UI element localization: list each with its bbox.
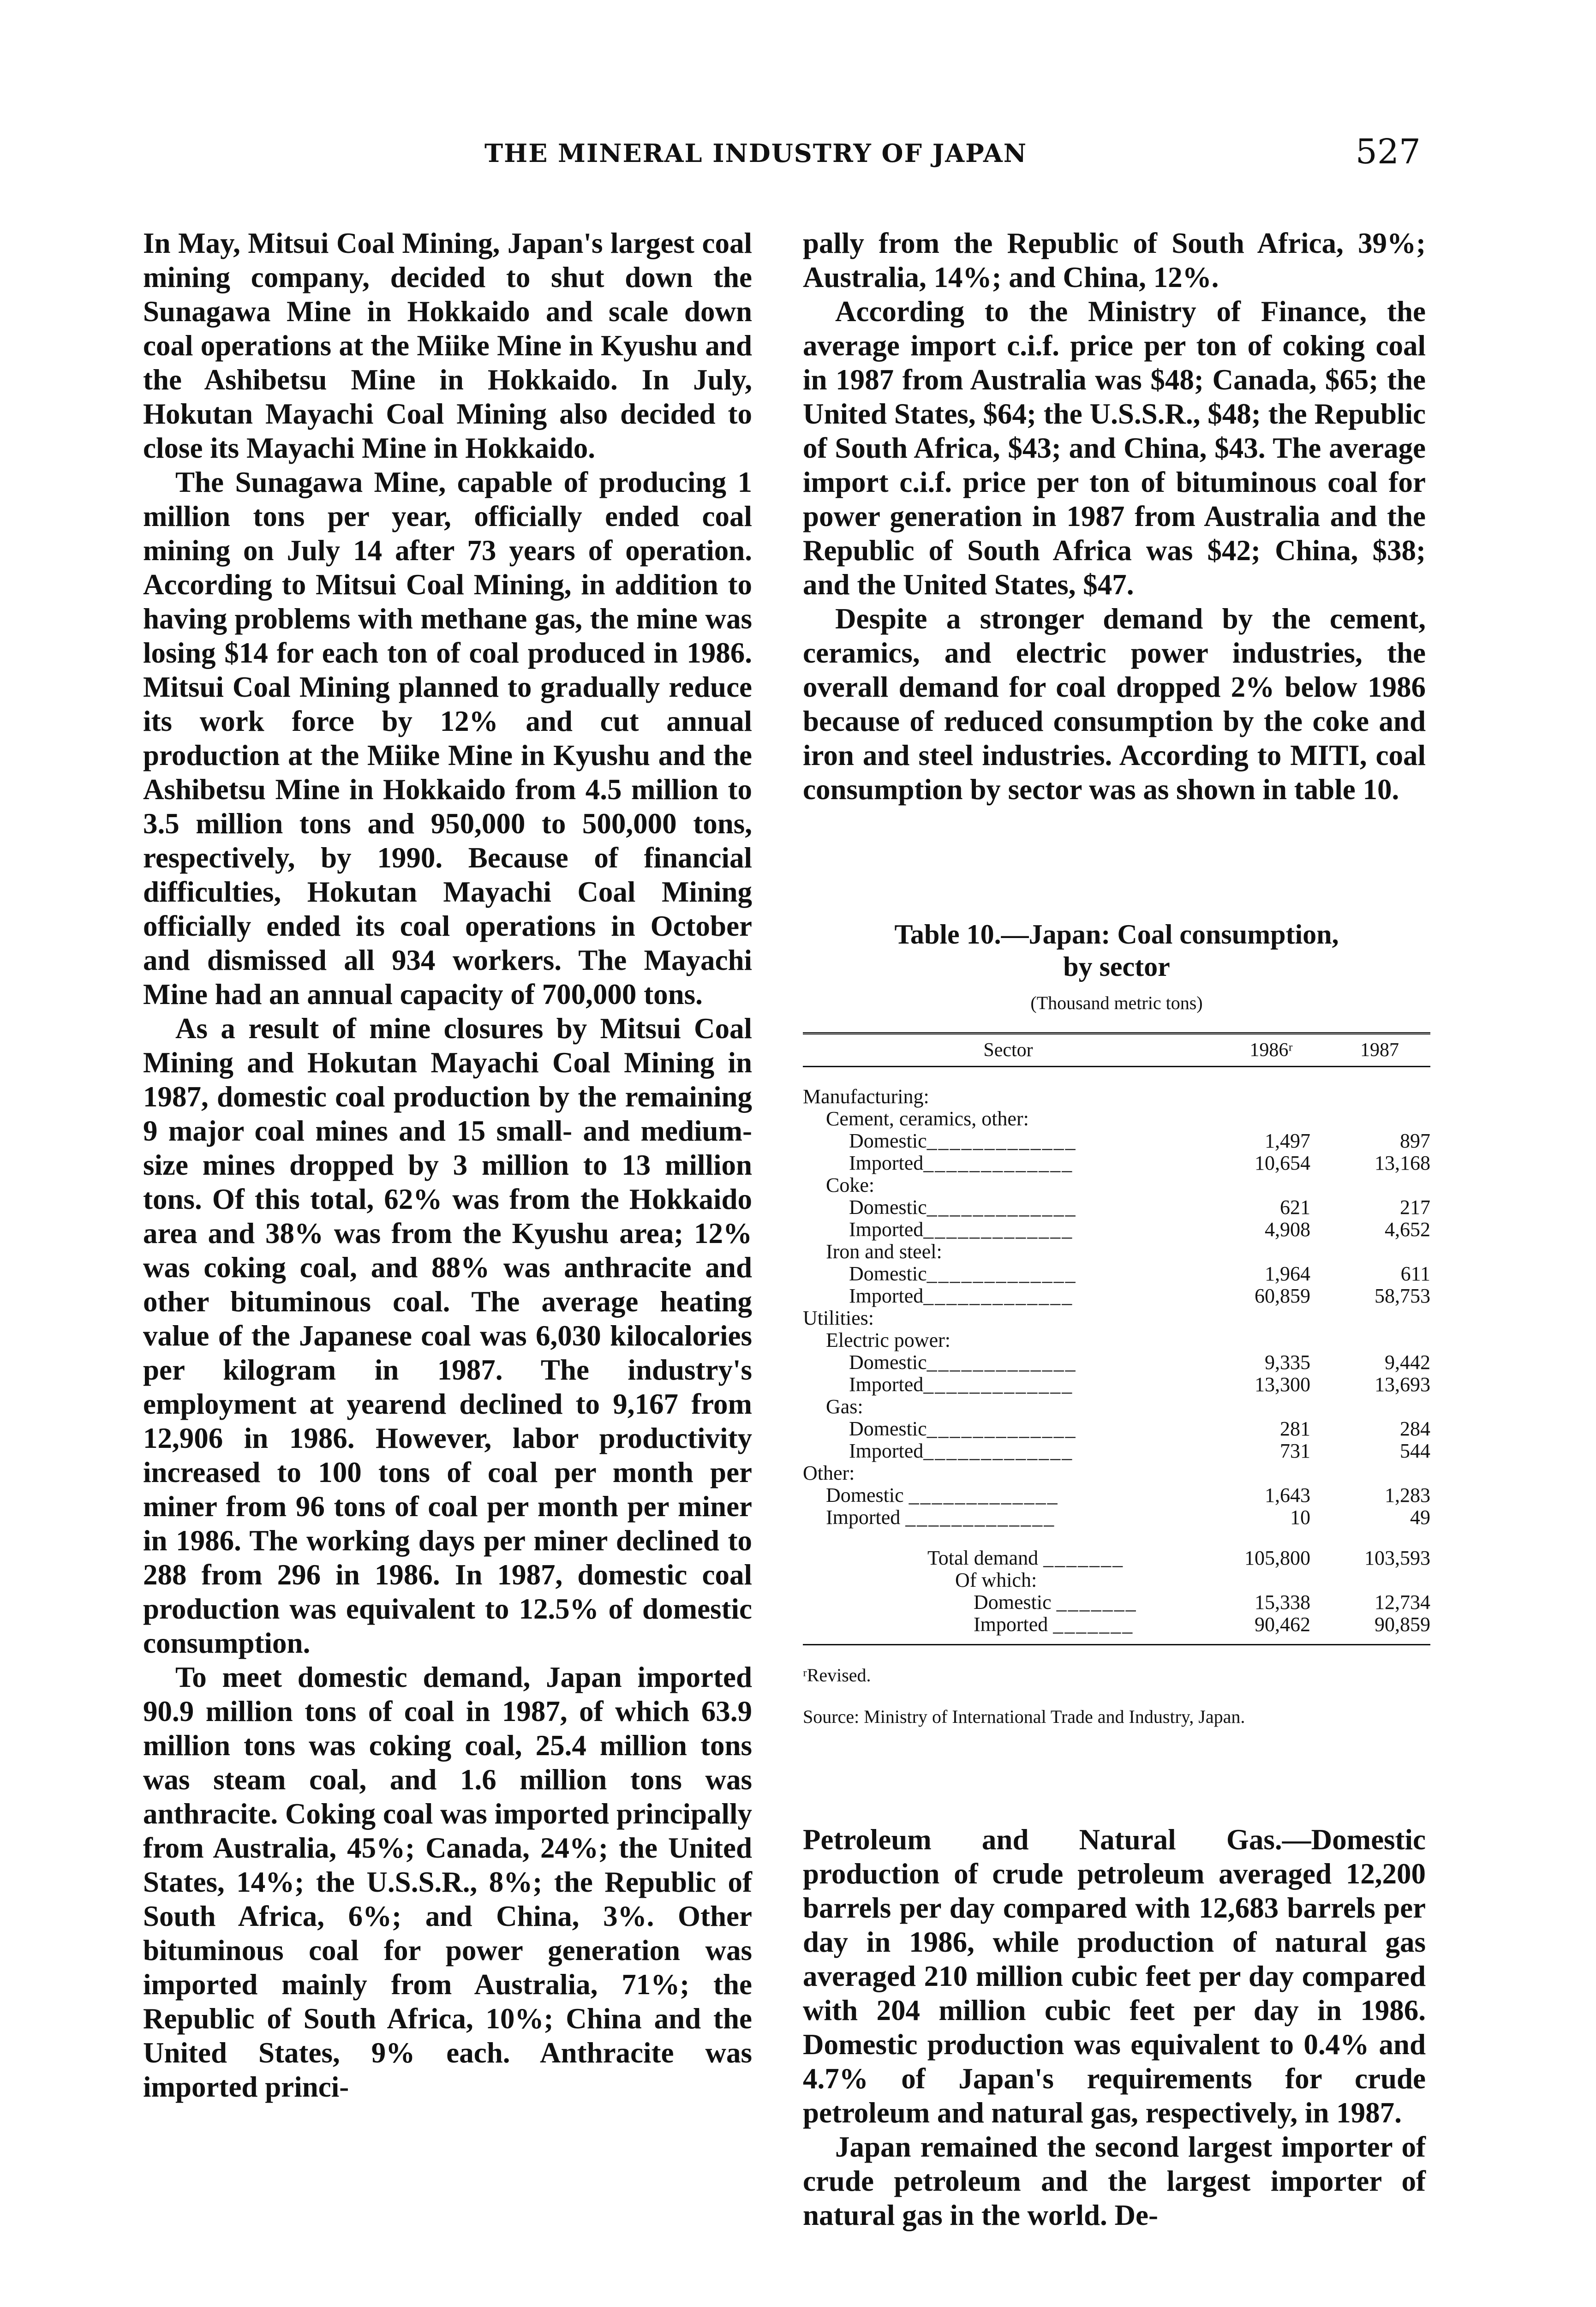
- table-row: [803, 1263, 1430, 1285]
- table-title: [803, 918, 1430, 983]
- row-label: Domestic: [826, 1484, 904, 1506]
- value-1986: 731: [1280, 1440, 1310, 1462]
- value-1986: 281: [1280, 1417, 1310, 1440]
- leader-dots: _____________: [923, 1152, 1074, 1174]
- leader-dots: _____________: [927, 1262, 1077, 1285]
- table-row: [803, 1351, 1430, 1374]
- leader-dots: _____________: [927, 1351, 1077, 1374]
- table-row: [803, 1196, 1430, 1219]
- paragraph: According to the Ministry of Finance, the average import c.i.f. price per ton of coking coal in 1987 from Australia was $48; Canada, $65; the United States, $64; the U.S.S.R., $48; the Republic of South Africa, $43; and China, $43. The average import c.i.f. price per ton of bituminous coal for power generation in 1987 from Australia and the Republic of South Africa was $42; China, $38; and the United States, $47.: [803, 295, 1426, 601]
- column-header-sector: Sector: [803, 1034, 1213, 1067]
- row-label: Iron and steel:: [826, 1240, 942, 1263]
- row-label: Imported: [849, 1218, 924, 1241]
- table-row: [803, 1418, 1430, 1440]
- row-label: Manufacturing:: [803, 1085, 929, 1108]
- leader-dots: _______: [1053, 1613, 1134, 1636]
- table-row: [803, 1506, 1430, 1529]
- table-footnote: ʳRevised.: [803, 1665, 871, 1685]
- right-column-bottom: [803, 1823, 1426, 2232]
- row-label: Domestic: [849, 1417, 927, 1440]
- value-1986: 10: [1290, 1506, 1310, 1529]
- value-1987: 58,753: [1375, 1285, 1430, 1307]
- value-1986: 13,300: [1255, 1373, 1310, 1396]
- paragraph-continuation: pally from the Republic of South Africa, 39%; Australia, 14%; and China, 12%.: [803, 227, 1426, 293]
- value-1986: 15,338: [1255, 1591, 1310, 1614]
- row-label: Other:: [803, 1462, 855, 1484]
- row-label: Coke:: [826, 1174, 875, 1196]
- leader-dots: _____________: [909, 1484, 1059, 1506]
- left-column: [143, 226, 752, 2104]
- section-heading: Petroleum and Natural Gas.—: [803, 1823, 1311, 1856]
- column-header-1986: 1986ʳ: [1213, 1034, 1329, 1067]
- value-1986: 90,462: [1213, 1614, 1329, 1645]
- value-1987: 13,693: [1375, 1373, 1430, 1396]
- table-row: [803, 1174, 1430, 1196]
- value-1987: 103,593: [1364, 1547, 1430, 1569]
- value-1987: 1,283: [1385, 1484, 1430, 1506]
- page-header: [0, 132, 1596, 180]
- row-label: Of which:: [955, 1569, 1037, 1591]
- value-1987: 90,859: [1329, 1614, 1430, 1645]
- value-1987: 544: [1400, 1440, 1430, 1462]
- value-1986: 1,643: [1265, 1484, 1310, 1506]
- table-row: [803, 1569, 1430, 1591]
- table-row: [803, 1108, 1430, 1130]
- table-row: [803, 1285, 1430, 1307]
- value-1987: 13,168: [1375, 1152, 1430, 1174]
- row-label: Gas:: [826, 1395, 863, 1418]
- row-label: Cement, ceramics, other:: [826, 1107, 1029, 1130]
- paragraph: [803, 1823, 1426, 2130]
- table-row: [803, 1130, 1430, 1152]
- row-label: Total demand: [927, 1547, 1039, 1569]
- table-title-line: by sector: [1063, 951, 1170, 982]
- table-notes: [803, 1664, 1430, 1728]
- table-row: [803, 1152, 1430, 1174]
- table-row: [803, 1484, 1430, 1506]
- paragraph: As a result of mine closures by Mitsui Coal Mining and Hokutan Mayachi Coal Mining in 1987, domestic coal production by the remaining 9 major coal mines and 15 small- and medium-size mines dropped by 3 million to 13 million tons. Of this total, 62% was from the Hokkaido area and 38% was from the Kyushu area; 12% was coking coal, and 88% was anthracite and other bituminous coal. The average heating value of the Japanese coal was 6,030 kilocalories per kilogram in 1987. The industry's employment at yearend declined to 9,167 from 12,906 in 1986. However, labor productivity increased to 100 tons of coal per month per miner from 96 tons of coal per month per miner in 1986. The working days per miner declined to 288 from 296 in 1986. In 1987, domestic coal production was equivalent to 12.5% of domestic consumption.: [143, 1012, 752, 1659]
- paragraph: Japan remained the second largest importer of crude petroleum and the largest importer of natural gas in the world. De-: [803, 2131, 1426, 2231]
- coal-consumption-table-block: [803, 918, 1430, 1747]
- row-label: Imported: [849, 1285, 924, 1307]
- row-label: Imported: [849, 1373, 924, 1396]
- table-row: [803, 1219, 1430, 1241]
- value-1987: 897: [1400, 1130, 1430, 1152]
- leader-dots: _____________: [923, 1218, 1074, 1241]
- value-1986: 10,654: [1255, 1152, 1310, 1174]
- paragraph: To meet domestic demand, Japan imported 90.9 million tons of coal in 1987, of which 63.9 million tons was coking coal, 25.4 million tons was steam coal, and 1.6 million tons was anthracite. Coking coal was imported principally from Australia, 45%; Canada, 24%; the United States, 14%; the U.S.S.R., 8%; the Republic of South Africa, 6%; and China, 3%. Other bituminous coal for power generation was imported mainly from Australia, 71%; the Republic of South Africa, 10%; China and the United States, 9% each. Anthracite was imported princi-: [143, 1661, 752, 2103]
- row-label: Imported: [974, 1613, 1048, 1636]
- leader-dots: _____________: [927, 1417, 1077, 1440]
- row-label: Imported: [849, 1152, 924, 1174]
- row-label: Utilities:: [803, 1307, 874, 1329]
- leader-dots: _____________: [905, 1506, 1056, 1529]
- leader-dots: _____________: [923, 1440, 1074, 1462]
- page-number: 527: [1355, 132, 1421, 172]
- paragraph-text: Domestic production of crude petroleum averaged 12,200 barrels per day compared with 12,683 barrels per day in 1986, while production of natural gas averaged 210 million cubic feet per day compared with 204 million cubic feet per day in 1986. Domestic production was equivalent to 0.4% and 4.7% of Japan's requirements for crude petroleum and natural gas, respectively, in 1987.: [803, 1823, 1426, 2129]
- value-1987: 49: [1410, 1506, 1430, 1529]
- table-row: [803, 1241, 1430, 1263]
- table-row: [803, 1440, 1430, 1462]
- table-row: [803, 1329, 1430, 1351]
- leader-dots: _____________: [923, 1373, 1074, 1396]
- right-column-top: [803, 226, 1426, 807]
- value-1986: 105,800: [1244, 1547, 1310, 1569]
- value-1986: 4,908: [1265, 1218, 1310, 1241]
- value-1986: 1,497: [1265, 1130, 1310, 1152]
- row-label: Domestic: [849, 1351, 927, 1374]
- table-units: (Thousand metric tons): [1030, 992, 1203, 1013]
- table-title-line: Table 10.—Japan: Coal consumption,: [894, 919, 1339, 950]
- running-head: THE MINERAL INDUSTRY OF JAPAN: [484, 138, 1028, 168]
- value-1987: 284: [1400, 1417, 1430, 1440]
- table-row: [803, 1462, 1430, 1484]
- row-label: Imported: [826, 1506, 901, 1529]
- table-row-total: [803, 1547, 1430, 1569]
- row-label: Domestic: [849, 1262, 927, 1285]
- leader-dots: _______: [1043, 1547, 1124, 1569]
- value-1986: 9,335: [1265, 1351, 1310, 1374]
- value-1987: 4,652: [1385, 1218, 1430, 1241]
- paragraph: The Sunagawa Mine, capable of producing 1 million tons per year, officially ended coal mining on July 14 after 73 years of operation. According to Mitsui Coal Mining, in addition to having problems with methane gas, the mine was losing $14 for each ton of coal produced in 1986. Mitsui Coal Mining planned to gradually reduce its work force by 12% and cut annual production at the Miike Mine in Kyushu and the Ashibetsu Mine in Hokkaido from 4.5 million to 3.5 million tons and 950,000 to 500,000 tons, respectively, by 1990. Because of financial difficulties, Hokutan Mayachi Coal Mining officially ended its coal operations in October and dismissed all 934 workers. The Mayachi Mine had an annual capacity of 700,000 tons.: [143, 466, 752, 1010]
- paragraph: Despite a stronger demand by the cement, ceramics, and electric power industries, the overall demand for coal dropped 2% below 1986 because of reduced consumption by the coke and iron and steel industries. According to MITI, coal consumption by sector was as shown in table 10.: [803, 603, 1426, 806]
- value-1986: 621: [1280, 1196, 1310, 1219]
- coal-consumption-table: [803, 1032, 1430, 1645]
- table-row: [803, 1591, 1430, 1614]
- table-row: [803, 1374, 1430, 1396]
- paragraph: In May, Mitsui Coal Mining, Japan's largest coal mining company, decided to shut down the Sunagawa Mine in Hokkaido and scale down coal operations at the Miike Mine in Kyushu and the Ashibetsu Mine in Hokkaido. In July, Hokutan Mayachi Coal Mining also decided to close its Mayachi Mine in Hokkaido.: [143, 227, 752, 464]
- row-label: Imported: [849, 1440, 924, 1462]
- table-row: [803, 1396, 1430, 1418]
- table-row: [803, 1086, 1430, 1108]
- value-1987: 9,442: [1385, 1351, 1430, 1374]
- row-label: Electric power:: [826, 1329, 950, 1351]
- leader-dots: _____________: [923, 1285, 1074, 1307]
- value-1987: 611: [1400, 1262, 1430, 1285]
- column-header-1987: 1987: [1329, 1034, 1430, 1067]
- leader-dots: _____________: [927, 1130, 1077, 1152]
- table-row: [803, 1614, 1430, 1645]
- table-row: [803, 1307, 1430, 1329]
- table-source: Source: Ministry of International Trade and Industry, Japan.: [803, 1706, 1245, 1727]
- row-label: Domestic: [974, 1591, 1052, 1614]
- row-label: Domestic: [849, 1196, 927, 1219]
- value-1986: 60,859: [1255, 1285, 1310, 1307]
- value-1987: 217: [1400, 1196, 1430, 1219]
- leader-dots: _______: [1056, 1591, 1137, 1614]
- value-1987: 12,734: [1375, 1591, 1430, 1614]
- leader-dots: _____________: [927, 1196, 1077, 1219]
- row-label: Domestic: [849, 1130, 927, 1152]
- value-1986: 1,964: [1265, 1262, 1310, 1285]
